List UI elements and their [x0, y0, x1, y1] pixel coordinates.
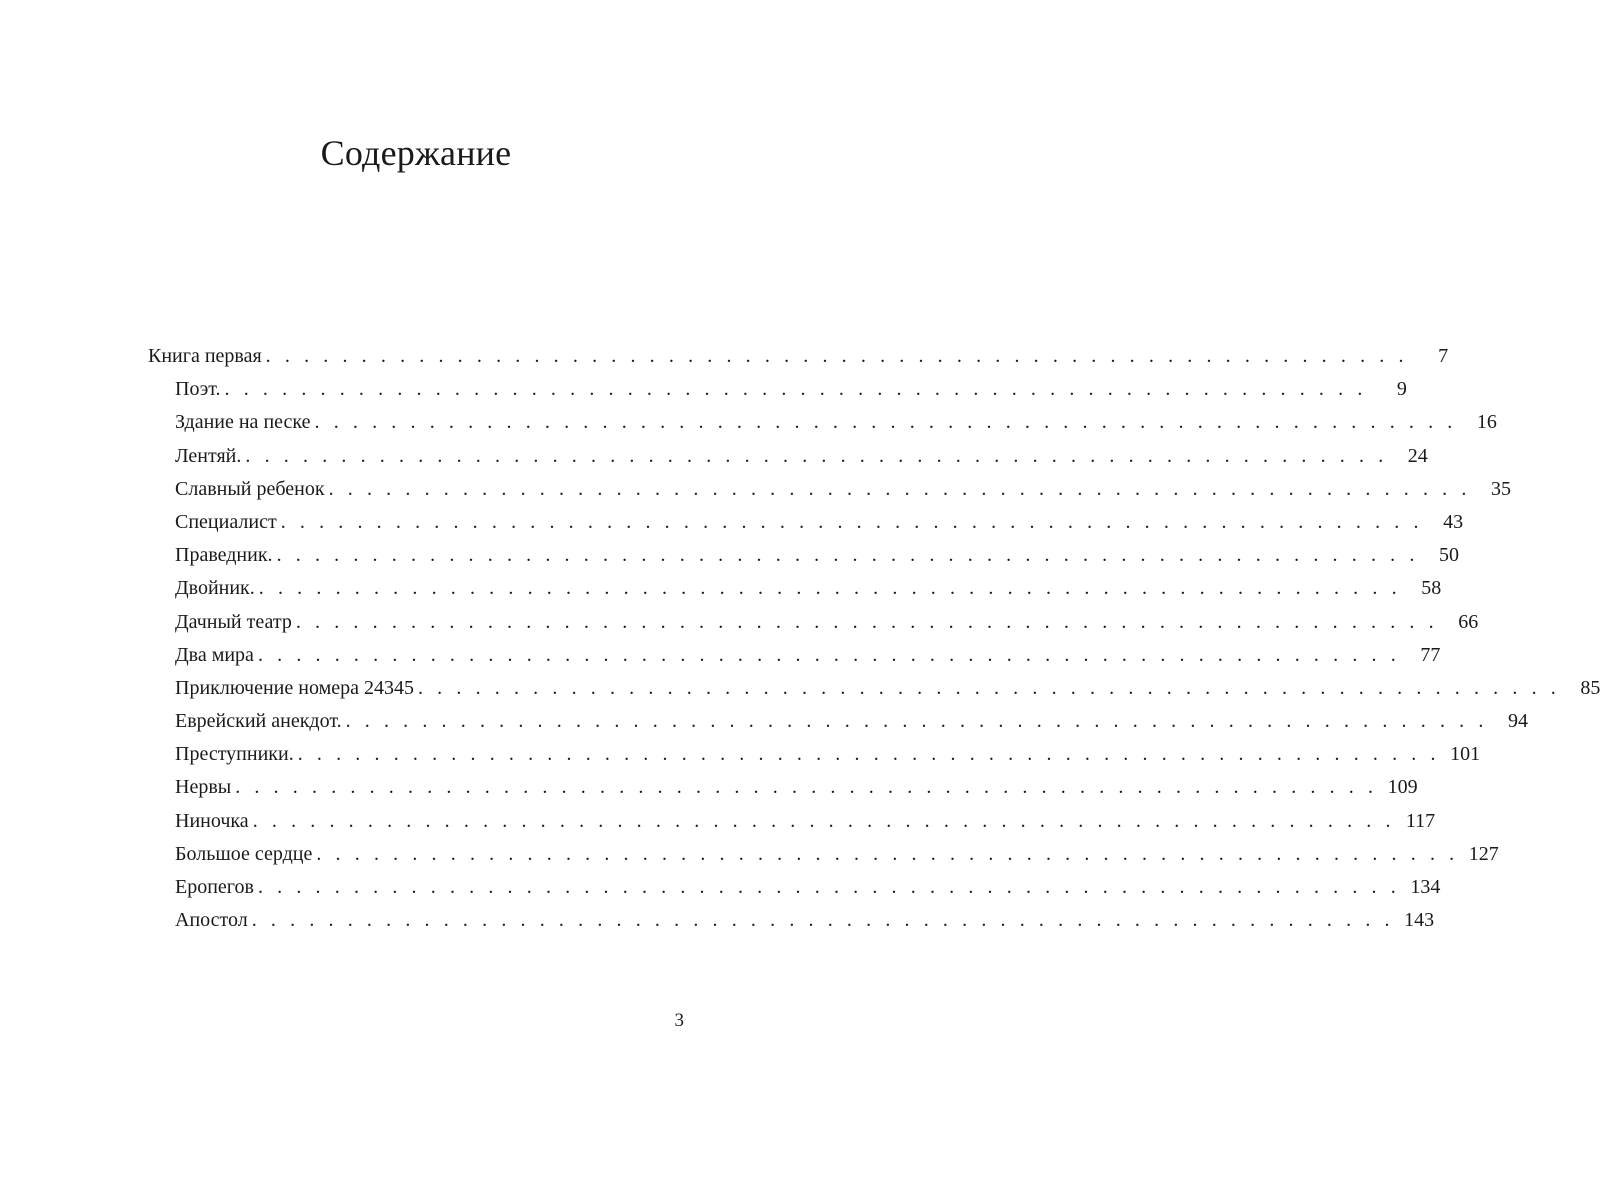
toc-entry-title: Апостол [175, 909, 248, 932]
dot-leader: . . . . . . . . . . . . . . . . . . . . . . . . . . . . . . . . . . . . . . . . . . . . . . . . . . . . . . . . . . . . [257, 643, 1401, 666]
toc-entry[interactable] [148, 904, 1435, 937]
toc-entry-page: 134 [1410, 876, 1441, 898]
dot-leader: . . . . . . . . . . . . . . . . . . . . . . . . . . . . . . . . . . . . . . . . . . . . . . . . . . . . . . . . . . . . [417, 676, 1561, 699]
toc-entry-page: 117 [1405, 809, 1436, 832]
toc-entry-title: Приключение номера 24345 [175, 676, 414, 699]
toc-entry-page: 50 [1438, 544, 1459, 567]
toc-entry[interactable] [148, 705, 1528, 738]
toc-entry-title: Нервы [175, 776, 232, 799]
toc-entry[interactable] [148, 539, 1459, 572]
page-number: 3 [674, 1010, 684, 1031]
dot-leader: . . . . . . . . . . . . . . . . . . . . . . . . . . . . . . . . . . . . . . . . . . . . . . . . . . . . . . . . . . . . [224, 378, 1367, 401]
toc-entry[interactable] [148, 606, 1479, 639]
toc-entry-page: 109 [1387, 776, 1418, 799]
dot-leader: . . . . . . . . . . . . . . . . . . . . . . . . . . . . . . . . . . . . . . . . . . . . . . . . . . . . . . . . . . . . [295, 610, 1439, 633]
toc-entry-title: Преступники. [175, 743, 294, 766]
toc-entry-page: 85 [1580, 676, 1600, 699]
toc-entry[interactable] [148, 771, 1418, 804]
page-title: Содержание [320, 133, 512, 173]
dot-leader: . . . . . . . . . . . . . . . . . . . . . . . . . . . . . . . . . . . . . . . . . . . . . . . . . . . . . . . . . . . . [235, 776, 1378, 799]
toc-entry-title: Еропегов [175, 876, 254, 898]
toc-entry-title: Еврейский анекдот. [175, 710, 342, 733]
toc-entry[interactable] [148, 672, 1600, 705]
toc-entry-title: Праведник. [175, 544, 273, 567]
dot-leader: . . . . . . . . . . . . . . . . . . . . . . . . . . . . . . . . . . . . . . . . . . . . . . . . . . . . . . . . . . . . [280, 510, 1424, 533]
toc-entry-title: Два мира [175, 643, 254, 666]
toc-entry-page: 77 [1420, 643, 1441, 666]
toc-entry-title: Поэт. [175, 378, 221, 401]
toc-entry-title: Ниночка [175, 809, 249, 832]
toc-entry-title: Дачный театр [175, 610, 292, 633]
toc-entry[interactable] [148, 871, 1441, 904]
toc-section-title: Книга первая [148, 345, 262, 367]
toc-entry-page: 35 [1490, 477, 1511, 500]
toc-entry-page: 66 [1458, 610, 1479, 633]
dot-leader: . . . . . . . . . . . . . . . . . . . . . . . . . . . . . . . . . . . . . . . . . . . . . . . . . . . . . . . . . . . . [276, 544, 1419, 567]
toc-entry[interactable] [148, 572, 1442, 605]
toc-entry-page: 94 [1507, 710, 1528, 733]
dot-leader: . . . . . . . . . . . . . . . . . . . . . . . . . . . . . . . . . . . . . . . . . . . . . . . . . . . . . . . . . . . . [245, 444, 1388, 467]
dot-leader: . . . . . . . . . . . . . . . . . . . . . . . . . . . . . . . . . . . . . . . . . . . . . . . . . . . . . . . . . . . . [314, 411, 1457, 434]
toc-entry-page: 9 [1396, 378, 1407, 401]
toc-section-row[interactable] [148, 340, 1449, 373]
toc-entry[interactable] [148, 805, 1436, 838]
toc-entry[interactable] [148, 473, 1511, 506]
dot-leader: . . . . . . . . . . . . . . . . . . . . . . . . . . . . . . . . . . . . . . . . . . . . . . . . . . . . . . . . . . . . [265, 345, 1409, 367]
toc-entry[interactable] [148, 838, 1499, 871]
toc-entry-page: 101 [1450, 743, 1481, 766]
toc-entry[interactable] [148, 406, 1497, 439]
toc-entry-title: Двойник. [175, 577, 255, 600]
toc-entry-page: 16 [1476, 411, 1497, 434]
dot-leader: . . . . . . . . . . . . . . . . . . . . . . . . . . . . . . . . . . . . . . . . . . . . . . . . . . . . . . . . . . . . [258, 577, 1402, 600]
dot-leader: . . . . . . . . . . . . . . . . . . . . . . . . . . . . . . . . . . . . . . . . . . . . . . . . . . . . . . . . . . . . [316, 842, 1459, 865]
toc-entry-page: 24 [1407, 444, 1428, 467]
dot-leader: . . . . . . . . . . . . . . . . . . . . . . . . . . . . . . . . . . . . . . . . . . . . . . . . . . . . . . . . . . . . [257, 876, 1401, 898]
table-of-contents [148, 340, 1600, 937]
toc-entry-title: Большое сердце [175, 842, 313, 865]
toc-entry[interactable] [148, 506, 1464, 539]
toc-entry-title: Славный ребенок [175, 477, 325, 500]
toc-entry-page: 43 [1443, 510, 1464, 533]
toc-entry-page: 143 [1404, 909, 1435, 932]
toc-section-page: 7 [1438, 345, 1449, 367]
toc-entry-page: 58 [1421, 577, 1442, 600]
toc-entry-title: Лентяй. [175, 444, 242, 467]
dot-leader: . . . . . . . . . . . . . . . . . . . . . . . . . . . . . . . . . . . . . . . . . . . . . . . . . . . . . . . . . . . . [251, 909, 1395, 932]
dot-leader: . . . . . . . . . . . . . . . . . . . . . . . . . . . . . . . . . . . . . . . . . . . . . . . . . . . . . . . . . . . . [252, 809, 1396, 832]
toc-entry[interactable] [148, 738, 1481, 771]
dot-leader: . . . . . . . . . . . . . . . . . . . . . . . . . . . . . . . . . . . . . . . . . . . . . . . . . . . . . . . . . . . . [328, 477, 1471, 500]
dot-leader: . . . . . . . . . . . . . . . . . . . . . . . . . . . . . . . . . . . . . . . . . . . . . . . . . . . . . . . . . . . . [345, 710, 1488, 733]
toc-entry[interactable] [148, 373, 1407, 406]
toc-entry-page: 127 [1468, 842, 1499, 865]
dot-leader: . . . . . . . . . . . . . . . . . . . . . . . . . . . . . . . . . . . . . . . . . . . . . . . . . . . . . . . . . . . . [297, 743, 1441, 766]
toc-entry[interactable] [148, 440, 1428, 473]
toc-entry-title: Здание на песке [175, 411, 311, 434]
toc-entry[interactable] [148, 639, 1441, 672]
toc-entry-title: Специалист [175, 510, 277, 533]
